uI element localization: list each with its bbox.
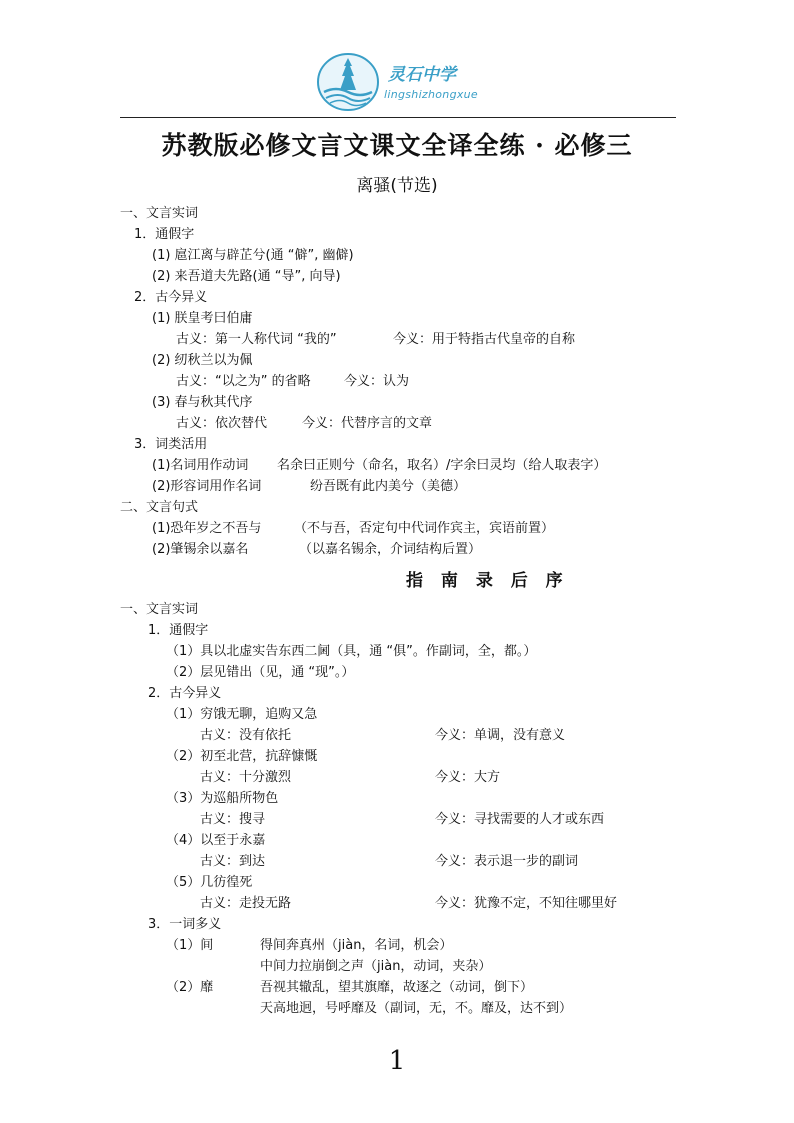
text-line: 二、文言句式 — [120, 500, 199, 515]
text-line: 今义：代替序言的文章 — [302, 416, 433, 431]
text-line: 古义：搜寻 — [200, 812, 266, 827]
text-line: (2) 来吾道夫先路(通 “导”, 向导) — [152, 269, 341, 284]
text-line: 今义：用于特指古代皇帝的自称 — [393, 332, 576, 347]
text-line: （1）具以北虚实告东西二阃（具，通 “俱”。作副词，全，都。） — [166, 644, 537, 659]
text-line: (1) 朕皇考曰伯庸 — [152, 311, 253, 326]
text-line: （不与吾，否定句中代词作宾主，宾语前置） — [294, 521, 555, 536]
text-line: 今义：大方 — [435, 770, 501, 785]
text-line: 2．古今异义 — [148, 686, 222, 701]
text-line: （以嘉名锡余，介词结构后置） — [299, 542, 482, 557]
text-line: 吾视其辙乱，望其旗靡，故逐之（动词，倒下） — [260, 980, 534, 995]
text-line: (3) 春与秋其代序 — [152, 395, 253, 410]
document-title: 苏教版必修文言文课文全译全练 · 必修三 — [161, 131, 633, 160]
text-line: （5）几彷徨死 — [166, 875, 253, 890]
text-line: 古义：“以之为” 的省略 — [176, 374, 311, 389]
text-line: 今义：表示退一步的副词 — [435, 854, 579, 869]
text-line: 古义：到达 — [200, 854, 266, 869]
text-line: （1）间 — [166, 938, 214, 953]
text-line: 古义：依次替代 — [176, 416, 268, 431]
text-line: 中间力拉崩倒之声（jiàn，动词，夹杂） — [260, 959, 492, 974]
section-title-lisao: 离骚(节选) — [356, 176, 438, 196]
page-number: 1 — [388, 1046, 406, 1076]
school-name: 灵石中学 — [388, 65, 456, 85]
text-line: 一、文言实词 — [120, 206, 199, 221]
text-line: 纷吾既有此内美兮（美德） — [310, 479, 467, 494]
text-line: 古义：走投无路 — [200, 896, 292, 911]
text-line: 3．词类活用 — [134, 437, 208, 452]
text-line: （4）以至于永嘉 — [166, 833, 266, 848]
header-divider — [120, 117, 676, 118]
text-line: 3．一词多义 — [148, 917, 222, 932]
text-line: 古义：十分激烈 — [200, 770, 292, 785]
text-line: 天高地迥，号呼靡及（副词，无，不。靡及，达不到） — [260, 1001, 573, 1016]
text-line: 今义：单调，没有意义 — [435, 728, 566, 743]
text-line: 1．通假字 — [134, 227, 195, 242]
text-line: （2）初至北营，抗辞慷慨 — [166, 749, 318, 764]
text-line: 1．通假字 — [148, 623, 209, 638]
text-line: (2)形容词用作名词 — [152, 479, 262, 494]
text-line: 今义：犹豫不定，不知往哪里好 — [435, 896, 618, 911]
text-line: (2)肇锡余以嘉名 — [152, 542, 249, 557]
text-line: 2．古今异义 — [134, 290, 208, 305]
text-line: （2）层见错出（见，通 “现”。） — [166, 665, 355, 680]
text-line: （1）穷饿无聊，追购又急 — [166, 707, 318, 722]
text-line: (1)名词用作动词 — [152, 458, 249, 473]
text-line: 今义：认为 — [344, 374, 410, 389]
text-line: (1)恐年岁之不吾与 — [152, 521, 262, 536]
text-line: (1) 扈江离与辟芷兮(通 “僻”, 幽僻) — [152, 248, 354, 263]
text-line: 古义：第一人称代词 “我的” — [176, 332, 337, 347]
text-line: 古义：没有依托 — [200, 728, 292, 743]
text-line: 名余曰正则兮（命名，取名）/字余曰灵均（给人取表字） — [277, 458, 607, 473]
section-title-zhinanlu: 指 南 录 后 序 — [406, 571, 569, 591]
text-line: 得间奔真州（jiàn，名词，机会） — [260, 938, 453, 953]
text-line: （2）靡 — [166, 980, 214, 995]
text-line: 今义：寻找需要的人才或东西 — [435, 812, 605, 827]
text-line: （3）为巡船所物色 — [166, 791, 279, 806]
text-line: 一、文言实词 — [120, 602, 199, 617]
text-line: (2) 纫秋兰以为佩 — [152, 353, 253, 368]
school-name-pinyin: lingshizhongxue — [384, 88, 479, 101]
school-logo-icon — [316, 52, 380, 112]
